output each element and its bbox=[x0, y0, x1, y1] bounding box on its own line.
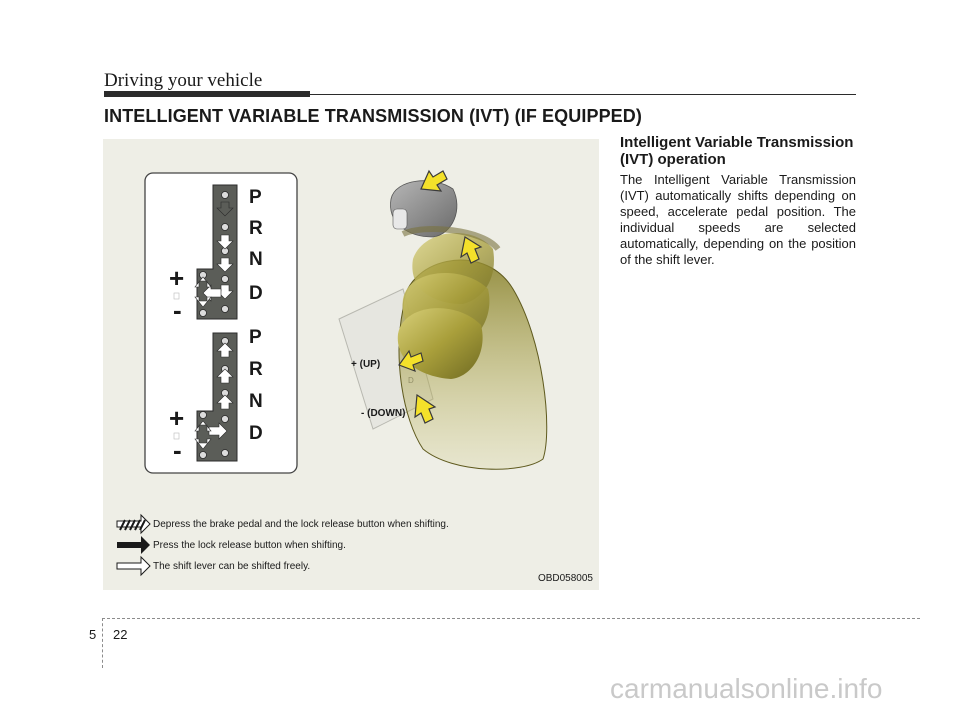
legend-text: Depress the brake pedal and the lock release button when shifting. bbox=[153, 519, 449, 530]
subheading: Intelligent Variable Transmission (IVT) operation bbox=[620, 134, 854, 168]
legend-icons bbox=[117, 515, 150, 575]
down-label: - (DOWN) bbox=[361, 408, 406, 419]
running-header: Driving your vehicle bbox=[104, 70, 263, 91]
header-rule bbox=[310, 94, 856, 95]
gate-label-bottom: N bbox=[249, 391, 263, 412]
hatched-arrow-icon bbox=[117, 515, 150, 533]
chapter-number: 5 bbox=[89, 627, 97, 642]
outline-arrow-icon bbox=[117, 557, 150, 575]
gate-label-bottom: D bbox=[249, 423, 263, 444]
header-bar bbox=[104, 91, 310, 97]
minus-sign: - bbox=[173, 435, 182, 465]
shift-lever-figure bbox=[103, 139, 599, 590]
gate-label-top: N bbox=[249, 249, 263, 270]
gate-label-top: D bbox=[249, 283, 263, 304]
gate-label-top: R bbox=[249, 218, 263, 239]
lock-release-button bbox=[393, 209, 407, 229]
footer-divider bbox=[102, 618, 103, 668]
plus-sign: + bbox=[169, 403, 185, 433]
watermark: carmanualsonline.info bbox=[610, 673, 883, 704]
minus-sign: - bbox=[173, 295, 182, 325]
plus-sign: + bbox=[169, 263, 185, 293]
legend-text: The shift lever can be shifted freely. bbox=[153, 561, 311, 572]
gate-label-bottom: R bbox=[249, 359, 263, 380]
body-paragraph: The Intelligent Variable Transmission (IVT) automatically shifts depending on speed, accelerate pedal position. The individual speeds are selected automatically, depending on the position of the shift lever. bbox=[620, 172, 856, 267]
section-title: INTELLIGENT VARIABLE TRANSMISSION (IVT) (IF EQUIPPED) bbox=[104, 106, 642, 126]
gate-label-bottom: P bbox=[249, 327, 262, 348]
page-number: 22 bbox=[113, 627, 128, 642]
footer-rule bbox=[102, 618, 920, 619]
shift-lever-illustration bbox=[339, 171, 547, 469]
legend-text: Press the lock release button when shifting. bbox=[153, 540, 346, 551]
solid-arrow-icon bbox=[117, 536, 150, 554]
gate-label-top: P bbox=[249, 187, 262, 208]
up-label: + (UP) bbox=[351, 359, 381, 370]
figure-code: OBD058005 bbox=[537, 573, 593, 584]
